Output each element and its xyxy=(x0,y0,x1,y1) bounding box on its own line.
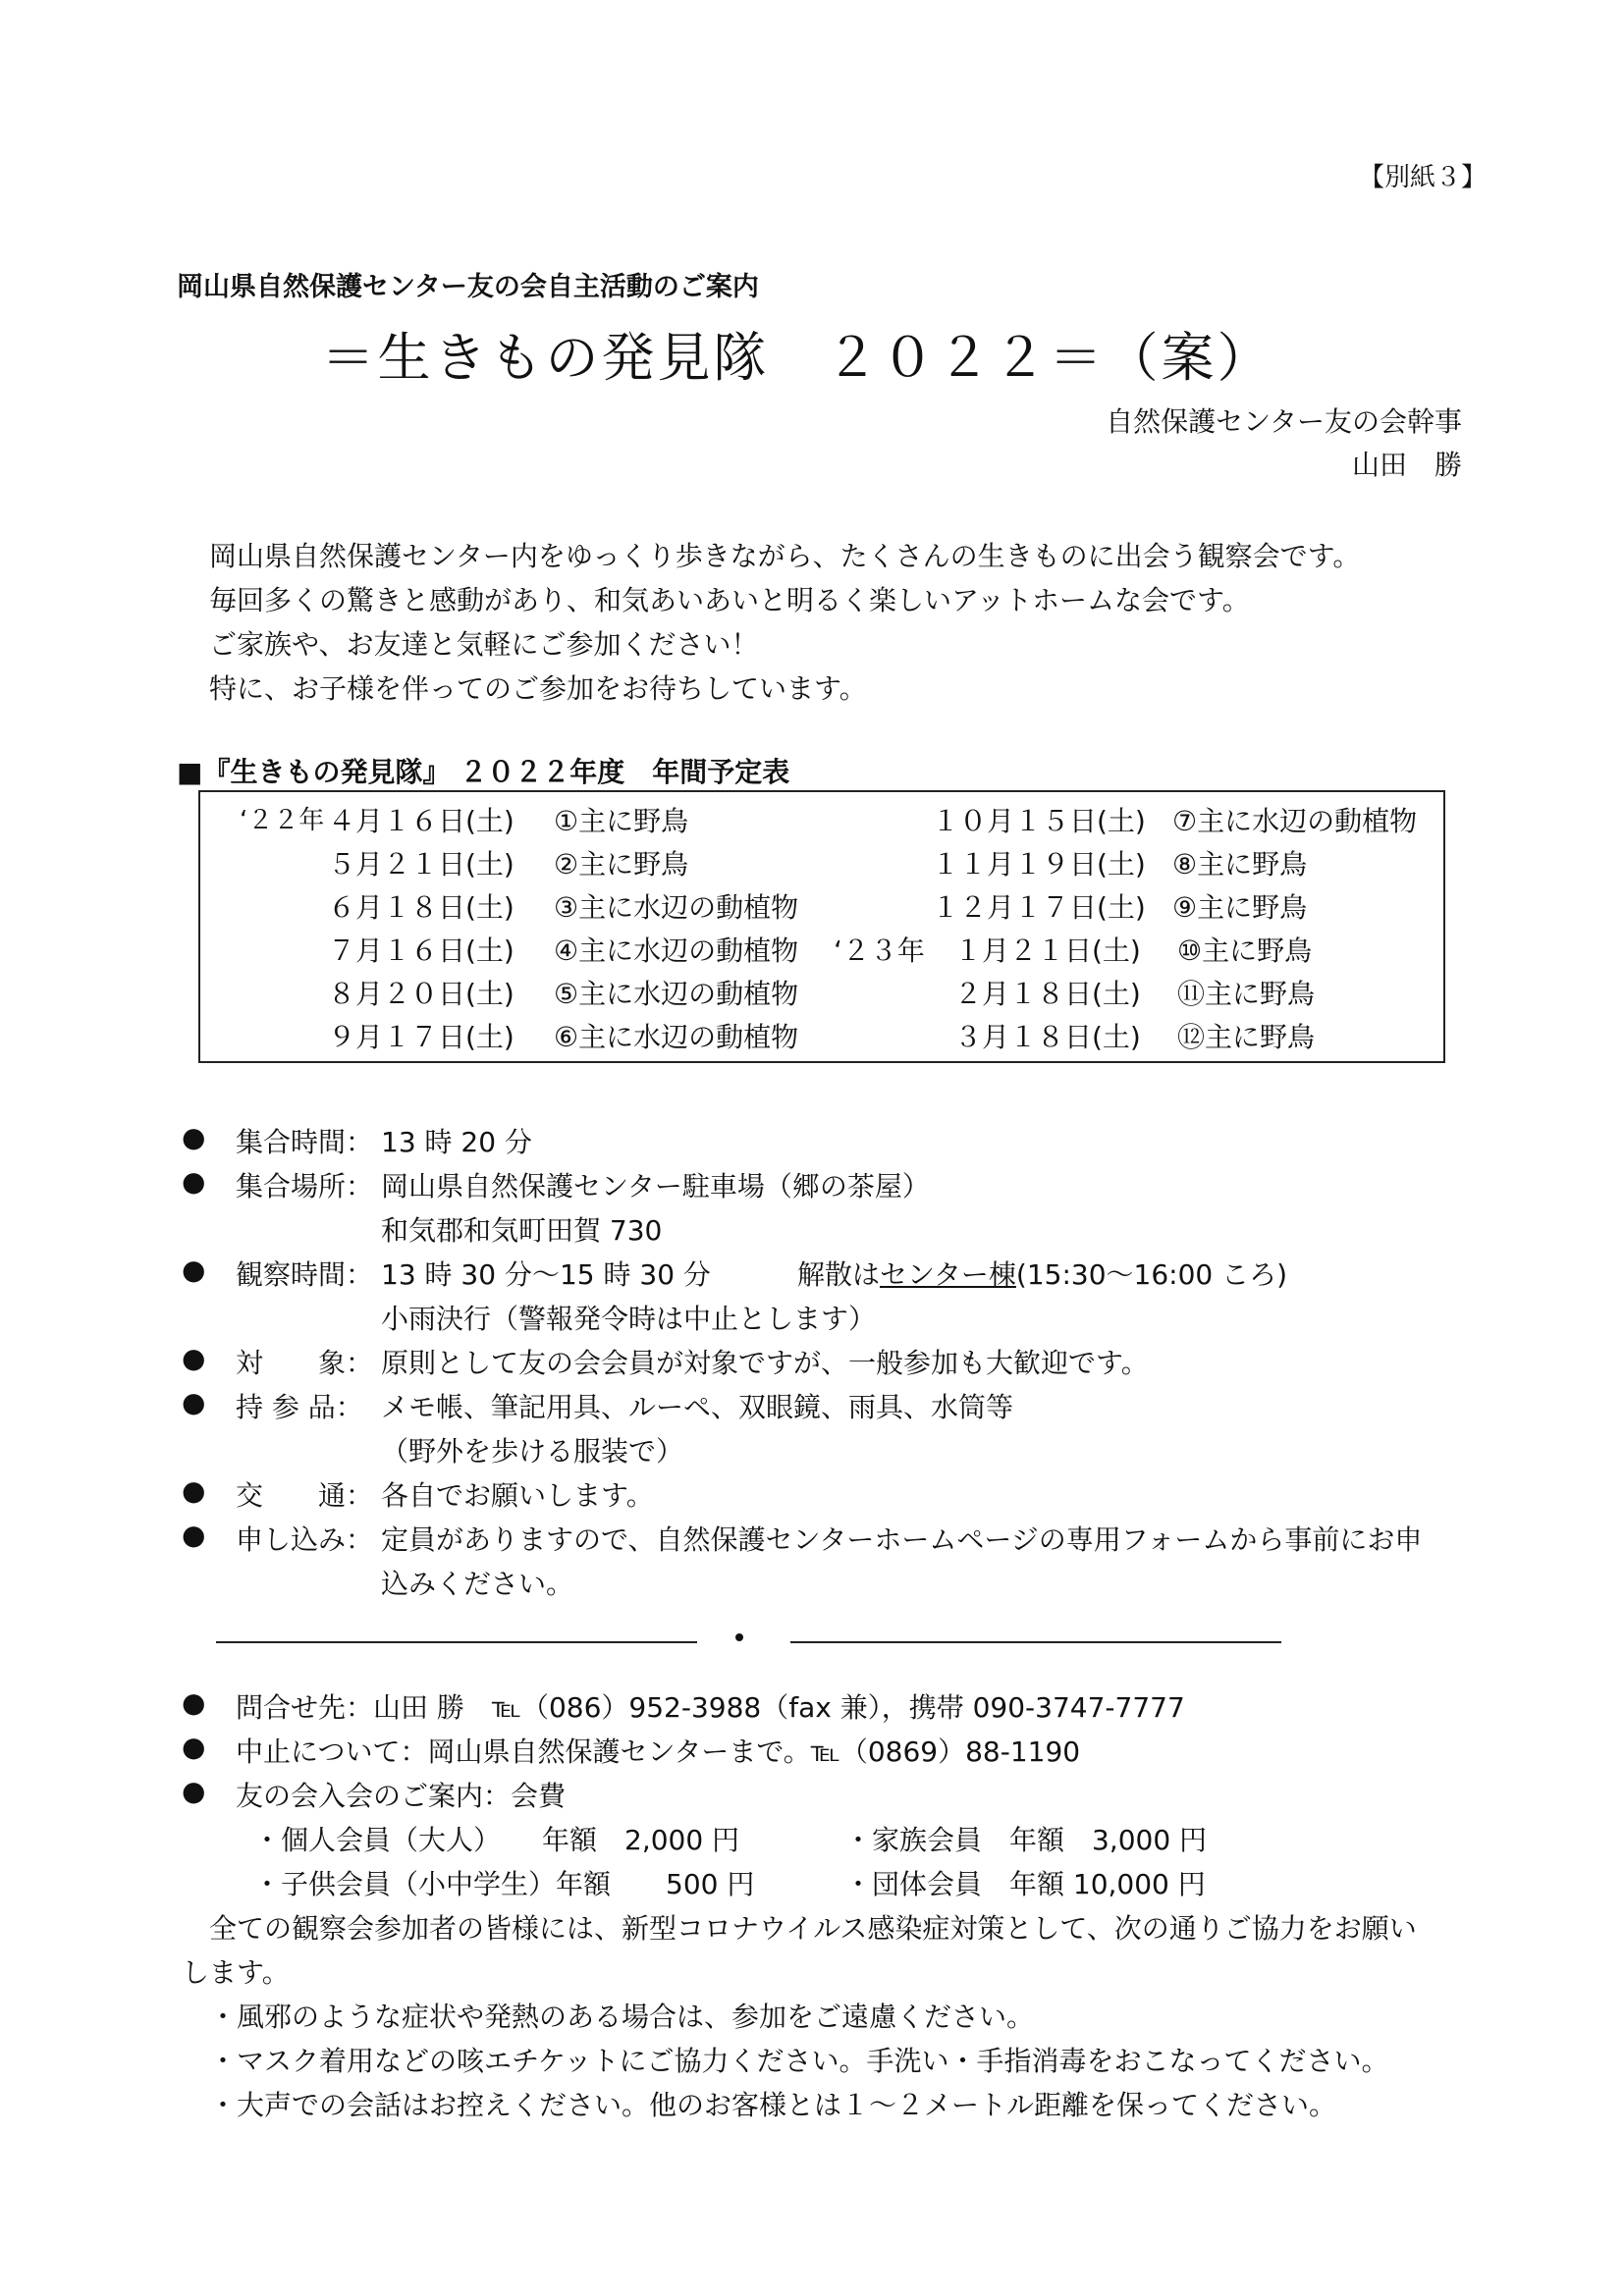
items-note: （野外を歩ける服装で） xyxy=(381,1435,684,1468)
schedule-date: ８月２０日(土) xyxy=(328,978,514,1010)
meeting-place-address: 和気郡和気町田賀 730 xyxy=(381,1214,663,1247)
target-label: 対 象： xyxy=(236,1347,374,1379)
membership-info: 友の会入会のご案内：会費 xyxy=(236,1780,567,1812)
schedule-date: ３月１８日(土) xyxy=(954,1021,1141,1053)
meeting-time: 13 時 20 分 xyxy=(381,1126,532,1158)
bullet-icon: ● xyxy=(182,1121,206,1153)
divider-right xyxy=(790,1641,1281,1643)
schedule-date: １０月１５日(土) xyxy=(932,805,1146,837)
covid-intro: 全ての観察会参加者の皆様には、新型コロナウイルス感染症対策として、次の通りご協力をお願い xyxy=(209,1912,1417,1945)
bullet-icon: ● xyxy=(182,1519,206,1551)
dismissal-time: (15:30～16:00 ころ) xyxy=(1015,1258,1288,1291)
schedule-year-prefix: ‘２２年 xyxy=(240,806,325,835)
meeting-place: 岡山県自然保護センター駐車場（郷の茶屋） xyxy=(381,1170,930,1202)
schedule-heading: ■『生きもの発見隊』 ２０２２年度 年間予定表 xyxy=(177,756,790,788)
covid-intro: します。 xyxy=(182,1956,290,1989)
covid-item: ・大声での会話はお控えください。他のお客様とは１～２メートル距離を保ってください。 xyxy=(209,2089,1337,2121)
bullet-icon: ● xyxy=(182,1775,206,1807)
schedule-date: ４月１６日(土) xyxy=(328,805,514,837)
apply-label: 申し込み： xyxy=(236,1523,374,1556)
schedule-event: ②主に野鳥 xyxy=(554,848,689,881)
apply-text: 込みください。 xyxy=(381,1568,574,1600)
items-label: 持 参 品： xyxy=(236,1391,363,1423)
bullet-icon: ● xyxy=(182,1342,206,1374)
transport: 各自でお願いします。 xyxy=(381,1479,654,1512)
dismissal-prefix: 解散は xyxy=(797,1258,881,1291)
covid-item: ・マスク着用などの咳エチケットにご協力ください。手洗い・手指消毒をおこなってください。 xyxy=(209,2045,1389,2077)
schedule-date: ２月１８日(土) xyxy=(954,978,1141,1010)
bullet-icon: ● xyxy=(182,1386,206,1418)
bullet-icon: ● xyxy=(182,1254,206,1286)
observation-time: 13 時 30 分～15 時 30 分 xyxy=(381,1258,711,1291)
fee-group: ・団体会員 年額 10,000 円 xyxy=(844,1868,1206,1900)
schedule-event: ⑧主に野鳥 xyxy=(1172,848,1308,881)
schedule-event: ⑦主に水辺の動植物 xyxy=(1172,805,1418,837)
schedule-date: ５月２１日(土) xyxy=(328,848,514,881)
intro-line: 毎回多くの驚きと感動があり、和気あいあいと明るく楽しいアットホームな会です。 xyxy=(209,584,1250,616)
attachment-tag: 【別紙３】 xyxy=(1358,163,1487,192)
schedule-event: ⑥主に水辺の動植物 xyxy=(554,1021,799,1053)
bullet-icon: ● xyxy=(182,1474,206,1507)
fee-family: ・家族会員 年額 3,000 円 xyxy=(844,1824,1208,1856)
bullet-icon: ● xyxy=(182,1731,206,1763)
meeting-time-label: 集合時間： xyxy=(236,1126,374,1158)
fee-child: ・子供会員（小中学生）年額 500 円 xyxy=(253,1868,755,1900)
meeting-place-label: 集合場所： xyxy=(236,1170,374,1202)
dismissal-info xyxy=(797,1254,1287,1293)
schedule-date: １２月１７日(土) xyxy=(932,891,1146,924)
bullet-icon: ● xyxy=(182,1165,206,1198)
schedule-table xyxy=(198,790,1445,1063)
schedule-event: ⑪主に野鳥 xyxy=(1177,978,1316,1010)
covid-item: ・風邪のような症状や発熱のある場合は、参加をご遠慮ください。 xyxy=(209,2001,1035,2033)
schedule-event: ④主に水辺の動植物 xyxy=(554,934,799,967)
dismissal-place: センター棟 xyxy=(880,1258,1016,1291)
schedule-event: ③主に水辺の動植物 xyxy=(554,891,799,924)
rain-note: 小雨決行（警報発令時は中止とします） xyxy=(381,1303,877,1335)
inquiry: 問合せ先：山田 勝 ℡（086）952-3988（fax 兼），携帯 090-3747-7777 xyxy=(236,1691,1185,1724)
schedule-date: １１月１９日(土) xyxy=(932,848,1146,881)
intro-line: 岡山県自然保護センター内をゆっくり歩きながら、たくさんの生きものに出会う観察会です。 xyxy=(209,540,1361,572)
divider-dot xyxy=(735,1633,743,1641)
transport-label: 交 通： xyxy=(236,1479,374,1512)
schedule-event: ⑨主に野鳥 xyxy=(1172,891,1308,924)
schedule-event: ⑤主に水辺の動植物 xyxy=(554,978,799,1010)
fee-individual: ・個人会員（大人） 年額 2,000 円 xyxy=(253,1824,740,1856)
document-title: ＝生きもの発見隊 ２０２２＝（案） xyxy=(321,327,1273,389)
bullet-icon: ● xyxy=(182,1686,206,1719)
observation-time-label: 観察時間： xyxy=(236,1258,374,1291)
items: メモ帳、筆記用具、ルーペ、双眼鏡、雨具、水筒等 xyxy=(381,1391,1014,1423)
organization: 自然保護センター友の会幹事 xyxy=(1106,405,1462,438)
author: 山田 勝 xyxy=(1351,449,1462,481)
cancellation-info: 中止について：岡山県自然保護センターまで。℡（0869）88-1190 xyxy=(236,1735,1081,1768)
apply-text: 定員がありますので、自然保護センターホームページの専用フォームから事前にお申 xyxy=(381,1523,1423,1556)
schedule-year-prefix: ‘２３年 xyxy=(834,934,925,967)
document-subtitle: 岡山県自然保護センター友の会自主活動のご案内 xyxy=(177,272,759,302)
intro-line: 特に、お子様を伴ってのご参加をお待ちしています。 xyxy=(209,672,867,705)
schedule-event: ①主に野鳥 xyxy=(554,805,689,837)
schedule-event: ⑫主に野鳥 xyxy=(1177,1021,1316,1053)
intro-line: ご家族や、お友達と気軽にご参加ください！ xyxy=(209,628,759,661)
schedule-date: １月２１日(土) xyxy=(954,934,1141,967)
divider-left xyxy=(216,1641,697,1643)
target: 原則として友の会会員が対象ですが、一般参加も大歓迎です。 xyxy=(381,1347,1149,1379)
schedule-date: ６月１８日(土) xyxy=(328,891,514,924)
schedule-date: ７月１６日(土) xyxy=(328,934,514,967)
schedule-event: ⑩主に野鳥 xyxy=(1177,934,1313,967)
schedule-date: ９月１７日(土) xyxy=(328,1021,514,1053)
